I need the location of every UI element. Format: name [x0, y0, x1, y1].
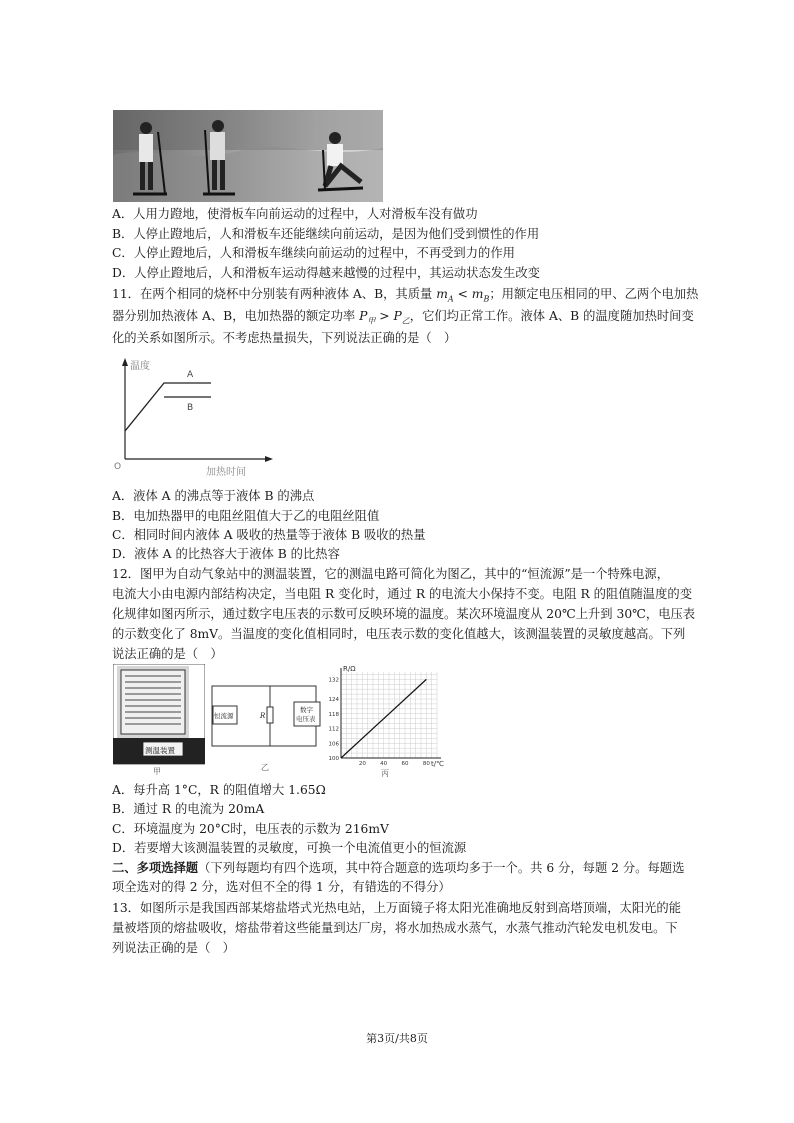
station-sign: 测温装置 — [145, 746, 175, 755]
q13-stem-line-2: 量被塔顶的熔盐吸收，熔盐带着这些能量到达厂房，将水加热成水蒸气，水蒸气推动汽轮发电机发电。下 — [112, 921, 678, 935]
meter-label-1: 数字 — [300, 706, 313, 714]
x-tick-label: 60 — [401, 761, 409, 767]
q11-stem-line-2 — [112, 307, 694, 330]
resistance-temperature-chart — [323, 662, 447, 780]
q11-stem-line-1 — [112, 285, 698, 308]
q11-stem-part: 11．在两个相同的烧杯中分别装有两种液体 A、B，其质量 — [112, 287, 437, 301]
x-tick-label: 40 — [380, 761, 388, 767]
y-tick-label: 112 — [328, 726, 339, 733]
q12-stem-line-3: 化规律如图丙所示，通过数字电压表的示数可反映环境的温度。某次环境温度从 20℃上升到 30℃，电压表 — [112, 607, 696, 621]
chart-x-label: t/℃ — [431, 760, 444, 768]
section-2-title: 二、多项选择题 — [112, 860, 199, 875]
q12-stem-line-5: 说法正确的是（ ） — [112, 647, 223, 661]
y-tick-label: 106 — [328, 741, 339, 748]
circuit-diagram — [208, 664, 322, 776]
line-a — [125, 383, 211, 431]
q12-stem-line-4: 的示数变化了 8mV。当温度的变化值相同时，电压表示数的变化值越大，该测温装置的灵敏度越高。下列 — [112, 627, 686, 641]
fig-yi-caption: 乙 — [261, 763, 269, 772]
q12-option-c: C．环境温度为 20°C时，电压表的示数为 216mV — [112, 822, 389, 836]
q10-option-b: B．人停止蹬地后，人和滑板车还能继续向前运动，是因为他们受到惯性的作用 — [112, 227, 540, 241]
q10-option-a: A．人用力蹬地，使滑板车向前运动的过程中，人对滑板车没有做功 — [112, 207, 478, 221]
q11-option-d: D．液体 A 的比热容大于液体 B 的比热容 — [112, 547, 340, 561]
y-tick-label: 132 — [328, 677, 339, 684]
q10-option-c: C．人停止蹬地后，人和滑板车继续向前运动的过程中，不再受到力的作用 — [112, 246, 515, 260]
fig-jia-caption: 甲 — [153, 767, 161, 776]
page-footer: 第3页/共8页 — [366, 1032, 428, 1045]
q11-stem-part: ，它们均正常工作。液体 A、B 的温度随加热时间变 — [409, 309, 694, 323]
q13-stem-line-3: 列说法正确的是（ ） — [112, 941, 235, 955]
resistor-label: R — [260, 712, 266, 720]
x-axis-label: 加热时间 — [206, 467, 246, 477]
q11-stem-part: ；用额定电压相同的甲、乙两个电加热 — [489, 287, 699, 301]
q12-stem-line-2: 电流大小由电源内部结构决定，当电阻 R 变化时，通过 R 的电流大小保持不变。电阻 R 的阻值随温度的变 — [112, 587, 692, 601]
q12-option-b: B．通过 R 的电流为 20mA — [112, 802, 265, 816]
q12-option-d: D．若要增大该测温装置的灵敏度，可换一个电流值更小的恒流源 — [112, 841, 467, 855]
q10-option-d: D．人停止蹬地后，人和滑板车运动得越来越慢的过程中，其运动状态发生改变 — [112, 266, 540, 280]
line-a-label: A — [187, 370, 194, 380]
meter-label-2: 电压表 — [296, 715, 316, 723]
line-b-label: B — [187, 403, 194, 413]
q11-option-a: A．液体 A 的沸点等于液体 B 的沸点 — [112, 489, 315, 503]
chart-y-label: R/Ω — [343, 665, 356, 673]
x-tick-label: 20 — [358, 761, 366, 767]
current-source-label: 恒流源 — [214, 712, 234, 720]
power-formula: $P_甲 > P_乙$ — [359, 309, 410, 326]
mass-formula: $m_A < m_B$ — [436, 287, 490, 304]
scooter-photo — [113, 110, 383, 202]
q13-stem-line-1: 13．如图所示是我国西部某熔盐塔式光热电站，上万面镜子将太阳光准确地反射到高塔顶端，太阳光的能 — [112, 901, 682, 915]
resistor-r — [267, 707, 273, 723]
q11-stem-part: 器分别加热液体 A、B，电加热器的额定功率 — [112, 309, 360, 323]
q11-option-b: B．电加热器甲的电阻丝阻值大于乙的电阻丝阻值 — [112, 509, 380, 523]
temperature-time-graph — [108, 355, 278, 477]
q11-stem-line-3: 化的关系如图所示。不考虑热量损失，下列说法正确的是（ ） — [112, 331, 457, 345]
section-2-heading — [112, 858, 684, 878]
weather-station-photo — [113, 664, 205, 776]
y-tick-label: 100 — [328, 756, 339, 762]
q11-option-c: C．相同时间内液体 A 吸收的热量等于液体 B 吸收的热量 — [112, 528, 426, 542]
section-2-desc: （下列每题均有四个选项，其中符合题意的选项均多于一个。共 6 分，每题 2 分。每题选 — [198, 861, 685, 875]
origin-label: O — [114, 462, 122, 472]
section-2-desc-line-2: 项全选对的得 2 分，选对但不全的得 1 分，有错选的不得分） — [112, 880, 451, 894]
q12-stem-line-1: 12．图甲为自动气象站中的测温装置，它的测温电路可简化为图乙，其中的“恒流源”是一个特殊电源， — [112, 567, 669, 581]
y-axis-label: 温度 — [130, 361, 150, 372]
y-tick-label: 124 — [328, 697, 339, 704]
fig-bing-caption: 丙 — [381, 769, 389, 778]
q12-option-a: A．每升高 1°C，R 的阻值增大 1.65Ω — [112, 783, 326, 797]
x-tick-label: 80 — [422, 761, 430, 767]
y-tick-label: 118 — [328, 711, 339, 718]
